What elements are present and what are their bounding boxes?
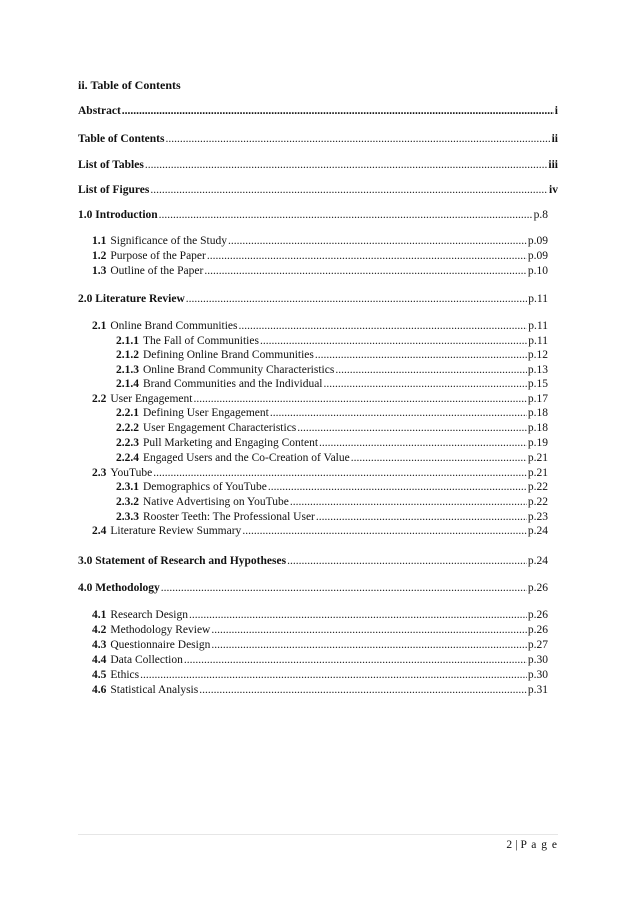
toc-entry-label: Outline of the Paper: [110, 265, 204, 277]
toc-entry[interactable]: [92, 524, 548, 538]
dot-leader: [140, 668, 527, 682]
toc-entry-page: p.18: [527, 422, 548, 434]
toc-entry[interactable]: [92, 392, 548, 406]
toc-heading: ii. Table of Contents: [78, 78, 181, 92]
toc-entry-number: 4.5: [92, 669, 107, 681]
toc-entry-page: p.26: [527, 609, 548, 621]
toc-entry-label: Questionnaire Design: [110, 639, 211, 651]
dot-leader: [242, 524, 527, 538]
toc-entry-page: p.12: [527, 349, 548, 361]
toc-entry-number: 2.3.2: [116, 496, 139, 508]
toc-entry[interactable]: [116, 421, 548, 435]
toc-entry[interactable]: [116, 451, 548, 465]
toc-entry-label: Abstract: [78, 105, 121, 117]
toc-entry[interactable]: [116, 363, 548, 377]
toc-entry-number: 2.2.2: [116, 422, 139, 434]
toc-entry-label: 1.0 Introduction: [78, 209, 158, 221]
toc-entry-page: p.26: [527, 582, 548, 594]
toc-entry-page: p.11: [528, 293, 548, 305]
dot-leader: [165, 132, 550, 146]
page-footer: [506, 839, 558, 851]
dot-leader: [122, 104, 554, 118]
toc-entry-number: 2.2: [92, 393, 107, 405]
toc-entry[interactable]: [92, 234, 548, 248]
toc-entry-label: Defining Online Brand Communities: [143, 349, 314, 361]
dot-leader: [287, 554, 527, 568]
toc-entry-page: p.30: [527, 669, 548, 681]
dot-leader: [184, 653, 527, 667]
dot-leader: [161, 581, 527, 595]
toc-entry-label: 4.0 Methodology: [78, 582, 160, 594]
toc-entry-page: p.8: [533, 209, 548, 221]
toc-entry-label: The Fall of Communities: [143, 335, 259, 347]
toc-entry-label: 2.0 Literature Review: [78, 293, 185, 305]
toc-entry-page: p.11: [528, 320, 548, 332]
dot-leader: [204, 264, 527, 278]
dot-leader: [186, 292, 528, 306]
toc-entry-page: iv: [549, 184, 558, 196]
toc-entry[interactable]: [116, 510, 548, 524]
toc-entry-page: p.21: [527, 467, 548, 479]
toc-entry-page: p.18: [527, 407, 548, 419]
dot-leader: [270, 406, 527, 420]
toc-entry-number: 4.6: [92, 684, 107, 696]
dot-leader: [159, 208, 533, 222]
toc-entry-page: p.30: [527, 654, 548, 666]
dot-leader: [315, 348, 527, 362]
toc-entry-page: p.15: [527, 378, 548, 390]
dot-leader: [316, 510, 527, 524]
toc-entry[interactable]: [92, 264, 548, 278]
dot-leader: [145, 158, 548, 172]
toc-entry-label: YouTube: [110, 467, 153, 479]
toc-entry-number: 2.2.1: [116, 407, 139, 419]
toc-entry-number: 4.2: [92, 624, 107, 636]
toc-entry-list-of-figures[interactable]: [78, 183, 558, 197]
toc-entry-page: p.13: [527, 364, 548, 376]
toc-entry-number: 2.3: [92, 467, 107, 479]
toc-section-introduction[interactable]: [78, 208, 548, 222]
toc-entry-page: p.31: [527, 684, 548, 696]
toc-entry-label: Pull Marketing and Engaging Content: [143, 437, 319, 449]
toc-entry[interactable]: [92, 623, 548, 637]
toc-entry-number: 1.3: [92, 265, 107, 277]
toc-entry[interactable]: [116, 480, 548, 494]
toc-entry-label: Table of Contents: [78, 133, 165, 145]
dot-leader: [228, 234, 527, 248]
dot-leader: [319, 436, 527, 450]
toc-entry-number: 2.4: [92, 525, 107, 537]
toc-entry[interactable]: [92, 683, 548, 697]
toc-entry-label: List of Tables: [78, 159, 144, 171]
toc-entry-page: i: [554, 105, 558, 117]
page-number: 2: [506, 839, 514, 851]
toc-entry-label: Defining User Engagement: [143, 407, 269, 419]
toc-entry[interactable]: [116, 495, 548, 509]
toc-entry-page: p.11: [528, 335, 548, 347]
toc-entry[interactable]: [116, 348, 548, 362]
toc-entry-page: p.24: [527, 555, 548, 567]
toc-entry[interactable]: [92, 638, 548, 652]
toc-entry-page: p.26: [527, 624, 548, 636]
toc-entry-list-of-tables[interactable]: [78, 158, 558, 172]
toc-section-research-hypotheses[interactable]: [78, 554, 548, 568]
toc-entry[interactable]: [116, 377, 548, 391]
toc-entry-page: p.22: [527, 481, 548, 493]
toc-entry-label: Demographics of YouTube: [143, 481, 267, 493]
toc-entry-page: p.19: [527, 437, 548, 449]
toc-entry-page: p.23: [527, 511, 548, 523]
toc-entry-page: p.17: [527, 393, 548, 405]
toc-entry-label: Ethics: [110, 669, 140, 681]
toc-entry-label: Statistical Analysis: [110, 684, 199, 696]
toc-entry-number: 1.1: [92, 235, 107, 247]
toc-entry-label: Rooster Teeth: The Professional User: [143, 511, 315, 523]
toc-entry-page: p.21: [527, 452, 548, 464]
toc-entry[interactable]: [116, 334, 548, 348]
dot-leader: [239, 319, 528, 333]
toc-entry-label: Online Brand Community Characteristics: [143, 364, 335, 376]
toc-entry-number: 2.2.4: [116, 452, 139, 464]
toc-entry-number: 4.3: [92, 639, 107, 651]
toc-entry-label: Brand Communities and the Individual: [143, 378, 323, 390]
dot-leader: [335, 363, 527, 377]
footer-separator: |: [515, 839, 519, 851]
dot-leader: [199, 683, 527, 697]
toc-entry-label: User Engagement Characteristics: [143, 422, 297, 434]
toc-entry-label: Native Advertising on YouTube: [143, 496, 289, 508]
dot-leader: [189, 608, 527, 622]
toc-entry-number: 1.2: [92, 250, 107, 262]
toc-entry-page: p.10: [527, 265, 548, 277]
toc-entry-page: ii: [551, 133, 558, 145]
dot-leader: [268, 480, 527, 494]
toc-entry-number: 2.3.3: [116, 511, 139, 523]
toc-entry[interactable]: [92, 608, 548, 622]
toc-entry-number: 2.1.4: [116, 378, 139, 390]
toc-entry-label: Significance of the Study: [110, 235, 227, 247]
toc-section-methodology[interactable]: [78, 581, 548, 595]
toc-entry-number: 2.1.2: [116, 349, 139, 361]
toc-entry-label: Literature Review Summary: [110, 525, 242, 537]
toc-entry-abstract[interactable]: [78, 104, 558, 118]
footer-divider: [78, 834, 558, 835]
toc-entry[interactable]: [92, 668, 548, 682]
toc-entry-table-of-contents[interactable]: [78, 132, 558, 146]
dot-leader: [193, 392, 526, 406]
page-word: P a g e: [520, 839, 558, 851]
toc-entry[interactable]: [92, 653, 548, 667]
dot-leader: [211, 623, 527, 637]
dot-leader: [211, 638, 527, 652]
dot-leader: [351, 451, 527, 465]
toc-entry[interactable]: [116, 406, 548, 420]
toc-entry-page: p.27: [527, 639, 548, 651]
toc-entry[interactable]: [92, 249, 548, 263]
toc-entry[interactable]: [92, 319, 548, 333]
toc-entry-label: Online Brand Communities: [110, 320, 238, 332]
toc-entry-page: p.24: [527, 525, 548, 537]
toc-entry-number: 2.1: [92, 320, 107, 332]
toc-entry-label: Methodology Review: [110, 624, 211, 636]
toc-entry-label: 3.0 Statement of Research and Hypotheses: [78, 555, 287, 567]
toc-entry-number: 4.1: [92, 609, 107, 621]
toc-section-literature-review[interactable]: [78, 292, 548, 306]
toc-entry-number: 2.2.3: [116, 437, 139, 449]
toc-entry-number: 4.4: [92, 654, 107, 666]
toc-entry[interactable]: [116, 436, 548, 450]
toc-entry-label: List of Figures: [78, 184, 150, 196]
toc-entry-label: Research Design: [110, 609, 188, 621]
dot-leader: [297, 421, 527, 435]
toc-entry-page: p.09: [527, 250, 548, 262]
toc-entry-label: Data Collection: [110, 654, 183, 666]
dot-leader: [153, 466, 527, 480]
toc-entry-number: 2.1.3: [116, 364, 139, 376]
toc-entry-page: iii: [548, 159, 558, 171]
dot-leader: [207, 249, 527, 263]
dot-leader: [324, 377, 527, 391]
toc-entry-label: User Engagement: [110, 393, 193, 405]
toc-entry-number: 2.1.1: [116, 335, 139, 347]
toc-entry-label: Engaged Users and the Co-Creation of Value: [143, 452, 350, 464]
dot-leader: [290, 495, 527, 509]
toc-entry-number: 2.3.1: [116, 481, 139, 493]
dot-leader: [260, 334, 527, 348]
toc-entry-page: p.22: [527, 496, 548, 508]
dot-leader: [150, 183, 548, 197]
toc-entry-page: p.09: [527, 235, 548, 247]
toc-entry[interactable]: [92, 466, 548, 480]
toc-entry-label: Purpose of the Paper: [110, 250, 206, 262]
